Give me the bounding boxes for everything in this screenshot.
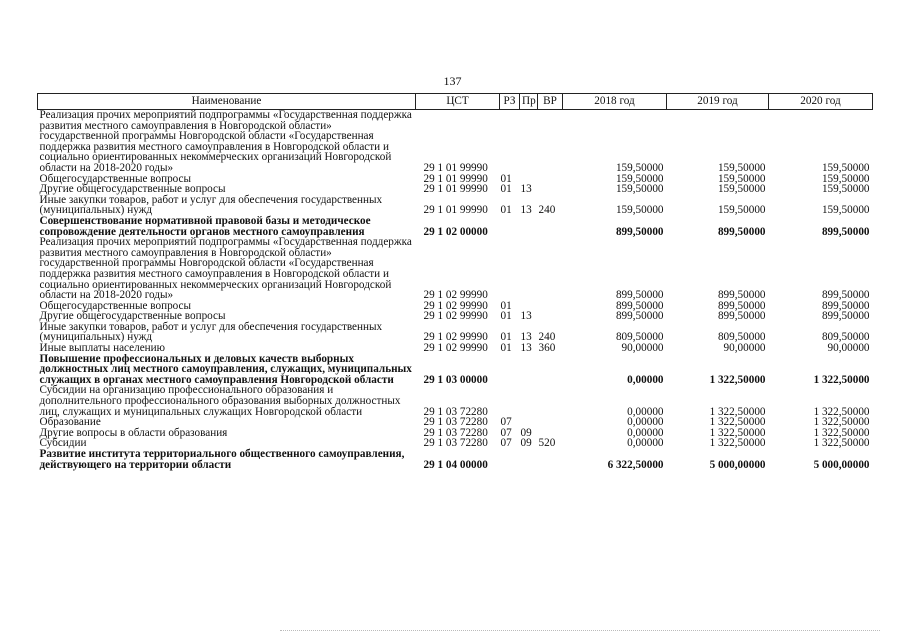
row-cst: 29 1 04 00000: [423, 458, 488, 471]
row-2018: 899,50000: [615, 310, 664, 323]
row-vr: [538, 354, 563, 386]
row-2019: 159,50000: [717, 161, 766, 174]
row-2020: 809,50000: [821, 331, 870, 344]
row-2019: 159,50000: [717, 172, 766, 185]
row-vr: [538, 184, 563, 195]
row-cst: 29 1 02 99990: [423, 289, 488, 302]
row-2019: 899,50000: [717, 289, 766, 302]
row-2019: 899,50000: [717, 310, 766, 323]
row-2019: 90,00000: [723, 342, 766, 355]
row-name: Общегосударственные вопросы: [39, 299, 192, 312]
row-rz: [500, 110, 520, 174]
row-vr: 240: [538, 331, 556, 344]
row-cst: 29 1 03 72280: [423, 437, 488, 450]
row-rz: 01: [500, 342, 512, 355]
table-row: [38, 322, 873, 343]
row-cst: 29 1 01 99990: [423, 172, 488, 185]
row-2020: 899,50000: [821, 299, 870, 312]
row-2019: 5 000,00000: [709, 458, 766, 471]
header-pr: Пр: [520, 94, 538, 110]
row-2019: 899,50000: [717, 299, 766, 312]
table-row: [38, 385, 873, 417]
row-rz: 01: [500, 310, 512, 323]
row-name: Иные выплаты населению: [39, 342, 165, 355]
row-2019: 809,50000: [717, 331, 766, 344]
row-vr: [538, 237, 563, 301]
row-2019: 159,50000: [717, 183, 766, 196]
row-cst: 29 1 02 00000: [423, 225, 488, 238]
row-2018: 159,50000: [615, 204, 664, 217]
row-cst: 29 1 03 00000: [423, 373, 488, 386]
row-vr: [538, 110, 563, 174]
row-pr: 13: [520, 204, 532, 217]
row-2018: 0,00000: [627, 405, 664, 418]
row-vr: [538, 385, 563, 417]
row-rz: [500, 237, 520, 301]
row-2018: 0,00000: [627, 426, 664, 439]
header-cst: ЦСТ: [416, 94, 500, 110]
table-row: [38, 354, 873, 386]
row-vr: 520: [538, 437, 556, 450]
row-vr: [538, 174, 563, 185]
table-row: [38, 237, 873, 301]
row-name: Реализация прочих мероприятий подпрограммы «Государственная поддержка развития местного самоуправления в Новгородской области» государственной программы Новгородской области «Государственная поддержка развития местного самоуправления в Новгородской области и социально ориентированных некоммерческих организаций Новгородской области на 2018-2020 годы»: [39, 109, 412, 174]
row-vr: [538, 301, 563, 312]
row-2018: 0,00000: [627, 416, 664, 429]
row-rz: [500, 385, 520, 417]
row-cst: 29 1 03 72280: [423, 426, 488, 439]
row-vr: 360: [538, 342, 556, 355]
row-pr: [520, 449, 538, 470]
row-2020: 899,50000: [821, 310, 870, 323]
row-name: Иные закупки товаров, работ и услуг для обеспечения государственных (муниципальных) нужд: [39, 193, 383, 217]
header-name: Наименование: [38, 94, 416, 110]
row-name: Реализация прочих мероприятий подпрограммы «Государственная поддержка развития местного самоуправления в Новгородской области» государственной программы Новгородской области «Государственная поддержка развития местного самоуправления в Новгородской области и социально ориентированных некоммерческих организаций Новгородской области на 2018-2020 годы»: [39, 236, 412, 302]
row-2018: 159,50000: [615, 161, 664, 174]
row-2019: 899,50000: [717, 225, 766, 238]
table-row: [38, 449, 873, 470]
row-2020: 5 000,00000: [813, 458, 870, 471]
row-name: Образование: [39, 416, 101, 429]
header-2018: 2018 год: [563, 94, 667, 110]
row-cst: 29 1 03 72280: [423, 405, 488, 418]
row-2018: 90,00000: [621, 342, 664, 355]
row-2018: 809,50000: [615, 331, 664, 344]
row-2019: 1 322,50000: [709, 437, 766, 450]
header-vr: ВР: [538, 94, 563, 110]
row-2018: 899,50000: [615, 299, 664, 312]
row-2020: 1 322,50000: [813, 437, 870, 450]
page-number: 137: [443, 74, 462, 88]
row-pr: [520, 385, 538, 417]
row-2018: 899,50000: [615, 289, 664, 302]
row-2018: 159,50000: [615, 172, 664, 185]
row-2020: 159,50000: [821, 161, 870, 174]
scan-artifact-line: [280, 630, 880, 633]
row-2020: 159,50000: [821, 172, 870, 185]
row-2018: 0,00000: [627, 437, 664, 450]
row-cst: 29 1 02 99990: [423, 331, 488, 344]
row-2018: 899,50000: [615, 225, 664, 238]
row-name: Общегосударственные вопросы: [39, 172, 192, 185]
row-rz: 01: [500, 299, 512, 312]
row-pr: 13: [520, 183, 532, 196]
row-rz: 07: [500, 437, 512, 450]
row-2020: 899,50000: [821, 225, 870, 238]
row-rz: [500, 216, 520, 237]
row-pr: 13: [520, 342, 532, 355]
row-rz: [500, 354, 520, 386]
row-cst: 29 1 01 99990: [423, 161, 488, 174]
row-2018: 159,50000: [615, 183, 664, 196]
row-cst: 29 1 01 99990: [423, 183, 488, 196]
row-2020: 899,50000: [821, 289, 870, 302]
budget-table: [37, 93, 873, 470]
header-2020: 2020 год: [769, 94, 873, 110]
row-vr: [538, 417, 563, 428]
row-name: Иные закупки товаров, работ и услуг для обеспечения государственных (муниципальных) нужд: [39, 320, 383, 344]
table-row: [38, 195, 873, 216]
row-2019: 1 322,50000: [709, 405, 766, 418]
table-row: [38, 216, 873, 237]
row-name: Совершенствование нормативной правовой базы и методическое сопровождение деятельности органов местного самоуправления: [39, 214, 371, 238]
row-pr: 13: [520, 331, 532, 344]
row-2020: 159,50000: [821, 183, 870, 196]
row-cst: 29 1 02 99990: [423, 310, 488, 323]
row-2018: 6 322,50000: [607, 458, 664, 471]
row-2019: 1 322,50000: [709, 373, 766, 386]
row-2020: 1 322,50000: [813, 405, 870, 418]
row-pr: [520, 110, 538, 174]
row-pr: [520, 216, 538, 237]
row-vr: 240: [538, 204, 556, 217]
row-2020: 1 322,50000: [813, 426, 870, 439]
row-rz: 01: [500, 183, 512, 196]
row-rz: [500, 449, 520, 470]
row-name: Другие общегосударственные вопросы: [39, 183, 226, 196]
table-header-row: [38, 94, 873, 110]
header-rz: РЗ: [500, 94, 520, 110]
row-rz: 07: [500, 416, 512, 429]
row-pr: [520, 237, 538, 301]
row-rz: 07: [500, 426, 512, 439]
row-2020: 1 322,50000: [813, 373, 870, 386]
row-cst: 29 1 03 72280: [423, 416, 488, 429]
row-cst: 29 1 01 99990: [423, 204, 488, 217]
row-cst: 29 1 02 99990: [423, 299, 488, 312]
row-cst: 29 1 02 99990: [423, 342, 488, 355]
row-name: Субсидии: [39, 437, 87, 450]
row-pr: 09: [520, 437, 532, 450]
row-pr: 13: [520, 310, 532, 323]
header-2019: 2019 год: [667, 94, 769, 110]
row-name: Субсидии на организацию профессионального образования и дополнительного профессионального образования выборных должностных лиц, служащих и муниципальных служащих Новгородской области: [39, 384, 401, 418]
row-rz: 01: [500, 172, 512, 185]
row-2020: 90,00000: [827, 342, 870, 355]
row-name: Развитие института территориального общественного самоуправления, действующего на территории области: [39, 448, 405, 471]
row-vr: [538, 449, 563, 470]
row-2019: 1 322,50000: [709, 416, 766, 429]
row-2020: 159,50000: [821, 204, 870, 217]
row-name: Другие общегосударственные вопросы: [39, 310, 226, 323]
row-rz: 01: [500, 204, 512, 217]
row-name: Повышение профессиональных и деловых качеств выборных должностных лиц местного самоуправления, служащих, муниципальных служащих в органах местного самоуправления Новгородской области: [39, 352, 412, 386]
row-rz: 01: [500, 331, 512, 344]
row-2019: 1 322,50000: [709, 426, 766, 439]
row-2019: 159,50000: [717, 204, 766, 217]
row-2018: 0,00000: [627, 373, 664, 386]
row-name: Другие вопросы в области образования: [39, 426, 228, 439]
row-vr: [538, 311, 563, 322]
row-2020: 1 322,50000: [813, 416, 870, 429]
row-pr: [520, 354, 538, 386]
row-pr: 09: [520, 426, 532, 439]
table-row: [38, 110, 873, 174]
row-vr: [538, 216, 563, 237]
